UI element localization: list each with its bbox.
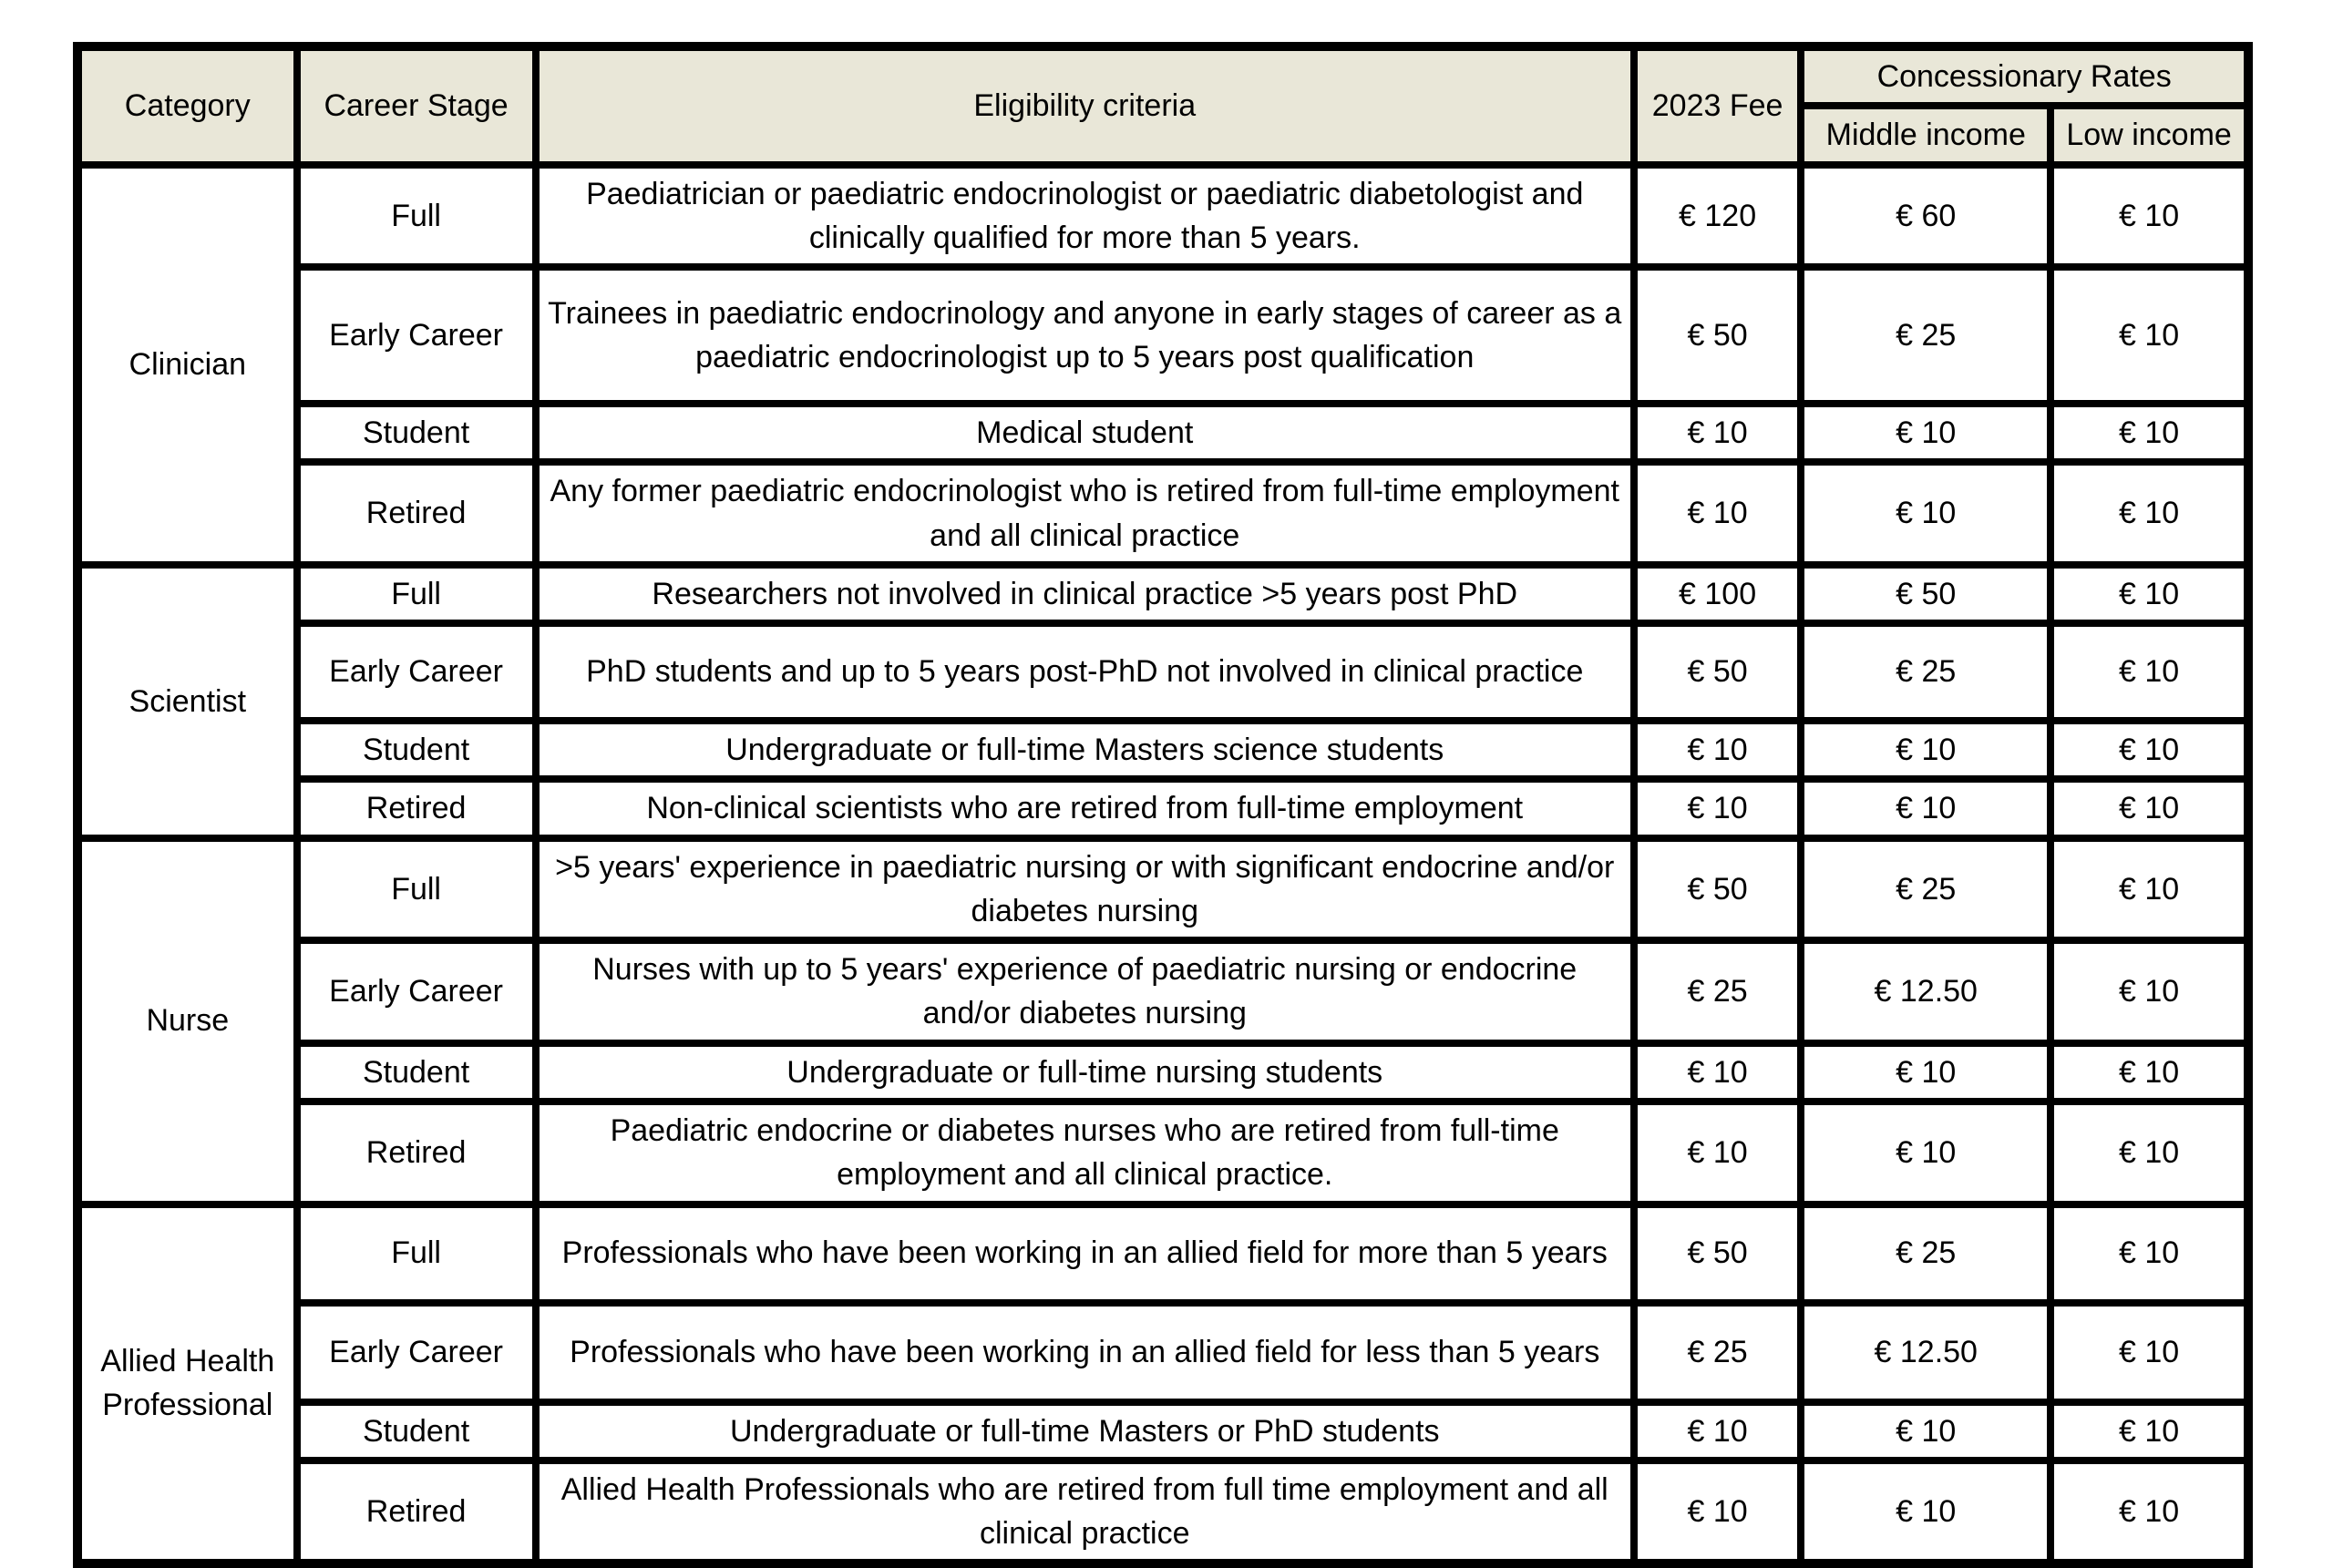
- cell-stage: Student: [297, 404, 536, 462]
- header-concessionary-rates: Concessionary Rates: [1801, 46, 2248, 106]
- cell-fee: € 10: [1634, 1402, 1801, 1460]
- cell-stage: Early Career: [297, 267, 536, 404]
- cell-stage: Full: [297, 838, 536, 941]
- table-row: [77, 565, 2248, 623]
- table-row: [77, 1303, 2248, 1402]
- cell-stage: Retired: [297, 1102, 536, 1204]
- cell-criteria: Trainees in paediatric endocrinology and anyone in early stages of career as a paediatric endocrinologist up to 5 years post qualification: [536, 267, 1634, 404]
- cell-criteria: Any former paediatric endocrinologist who is retired from full-time employment and all clinical practice: [536, 462, 1634, 565]
- table-row: [77, 1204, 2248, 1303]
- header-2023-fee: 2023 Fee: [1634, 46, 1801, 165]
- category-cell-scientist: Scientist: [77, 565, 297, 838]
- cell-middle-income: € 10: [1801, 1102, 2050, 1204]
- cell-middle-income: € 25: [1801, 623, 2050, 721]
- cell-low-income: € 10: [2050, 1303, 2248, 1402]
- table-row: [77, 267, 2248, 404]
- membership-fees-table-wrap: [73, 42, 2253, 1568]
- cell-stage: Student: [297, 721, 536, 779]
- cell-low-income: € 10: [2050, 1102, 2248, 1204]
- table-row: [77, 1402, 2248, 1460]
- cell-stage: Retired: [297, 779, 536, 837]
- cell-middle-income: € 25: [1801, 1204, 2050, 1303]
- table-row: [77, 721, 2248, 779]
- table-row: [77, 1460, 2248, 1564]
- cell-fee: € 100: [1634, 565, 1801, 623]
- cell-fee: € 120: [1634, 165, 1801, 268]
- cell-low-income: € 10: [2050, 267, 2248, 404]
- cell-fee: € 50: [1634, 623, 1801, 721]
- cell-criteria: Undergraduate or full-time Masters or PhD students: [536, 1402, 1634, 1460]
- cell-stage: Full: [297, 1204, 536, 1303]
- cell-stage: Full: [297, 565, 536, 623]
- header-eligibility: Eligibility criteria: [536, 46, 1634, 165]
- header-career-stage: Career Stage: [297, 46, 536, 165]
- table-row: [77, 838, 2248, 941]
- table-row: [77, 462, 2248, 565]
- cell-fee: € 10: [1634, 404, 1801, 462]
- cell-low-income: € 10: [2050, 1204, 2248, 1303]
- table-row: [77, 1102, 2248, 1204]
- cell-middle-income: € 10: [1801, 779, 2050, 837]
- cell-middle-income: € 10: [1801, 721, 2050, 779]
- cell-stage: Early Career: [297, 1303, 536, 1402]
- cell-criteria: Professionals who have been working in an allied field for less than 5 years: [536, 1303, 1634, 1402]
- cell-stage: Full: [297, 165, 536, 268]
- cell-stage: Student: [297, 1043, 536, 1102]
- cell-criteria: Professionals who have been working in an allied field for more than 5 years: [536, 1204, 1634, 1303]
- cell-fee: € 10: [1634, 721, 1801, 779]
- cell-fee: € 50: [1634, 838, 1801, 941]
- cell-criteria: Researchers not involved in clinical practice >5 years post PhD: [536, 565, 1634, 623]
- cell-stage: Early Career: [297, 623, 536, 721]
- cell-low-income: € 10: [2050, 623, 2248, 721]
- header-category: Category: [77, 46, 297, 165]
- table-row: [77, 940, 2248, 1043]
- header-middle-income: Middle income: [1801, 106, 2050, 164]
- cell-middle-income: € 10: [1801, 1043, 2050, 1102]
- cell-criteria: Undergraduate or full-time Masters science students: [536, 721, 1634, 779]
- cell-fee: € 10: [1634, 1102, 1801, 1204]
- cell-fee: € 50: [1634, 267, 1801, 404]
- cell-criteria: Paediatrician or paediatric endocrinologist or paediatric diabetologist and clinically qualified for more than 5 years.: [536, 165, 1634, 268]
- cell-low-income: € 10: [2050, 1402, 2248, 1460]
- cell-stage: Retired: [297, 462, 536, 565]
- cell-fee: € 50: [1634, 1204, 1801, 1303]
- cell-middle-income: € 60: [1801, 165, 2050, 268]
- table-row: [77, 623, 2248, 721]
- table-row: [77, 404, 2248, 462]
- cell-low-income: € 10: [2050, 565, 2248, 623]
- cell-middle-income: € 12.50: [1801, 1303, 2050, 1402]
- category-cell-allied-health-professional: Allied Health Professional: [77, 1204, 297, 1564]
- cell-middle-income: € 10: [1801, 462, 2050, 565]
- cell-fee: € 25: [1634, 940, 1801, 1043]
- cell-fee: € 10: [1634, 779, 1801, 837]
- cell-low-income: € 10: [2050, 779, 2248, 837]
- cell-criteria: Non-clinical scientists who are retired from full-time employment: [536, 779, 1634, 837]
- cell-stage: Student: [297, 1402, 536, 1460]
- category-cell-clinician: Clinician: [77, 165, 297, 565]
- cell-criteria: Nurses with up to 5 years' experience of paediatric nursing or endocrine and/or diabetes nursing: [536, 940, 1634, 1043]
- table-row: [77, 1043, 2248, 1102]
- cell-fee: € 10: [1634, 462, 1801, 565]
- cell-low-income: € 10: [2050, 940, 2248, 1043]
- cell-criteria: >5 years' experience in paediatric nursing or with significant endocrine and/or diabetes nursing: [536, 838, 1634, 941]
- cell-fee: € 10: [1634, 1460, 1801, 1564]
- cell-criteria: PhD students and up to 5 years post-PhD not involved in clinical practice: [536, 623, 1634, 721]
- cell-criteria: Undergraduate or full-time nursing students: [536, 1043, 1634, 1102]
- cell-criteria: Paediatric endocrine or diabetes nurses who are retired from full-time employment and all clinical practice.: [536, 1102, 1634, 1204]
- cell-middle-income: € 10: [1801, 404, 2050, 462]
- cell-low-income: € 10: [2050, 462, 2248, 565]
- cell-low-income: € 10: [2050, 721, 2248, 779]
- category-cell-nurse: Nurse: [77, 838, 297, 1204]
- cell-criteria: Allied Health Professionals who are retired from full time employment and all clinical practice: [536, 1460, 1634, 1564]
- cell-stage: Early Career: [297, 940, 536, 1043]
- table-row: [77, 165, 2248, 268]
- cell-stage: Retired: [297, 1460, 536, 1564]
- cell-middle-income: € 10: [1801, 1460, 2050, 1564]
- cell-low-income: € 10: [2050, 1460, 2248, 1564]
- cell-fee: € 25: [1634, 1303, 1801, 1402]
- cell-low-income: € 10: [2050, 1043, 2248, 1102]
- cell-middle-income: € 25: [1801, 267, 2050, 404]
- cell-low-income: € 10: [2050, 838, 2248, 941]
- cell-middle-income: € 50: [1801, 565, 2050, 623]
- cell-fee: € 10: [1634, 1043, 1801, 1102]
- cell-criteria: Medical student: [536, 404, 1634, 462]
- header-low-income: Low income: [2050, 106, 2248, 164]
- cell-low-income: € 10: [2050, 404, 2248, 462]
- cell-middle-income: € 10: [1801, 1402, 2050, 1460]
- header-row-1: [77, 46, 2248, 106]
- membership-fees-table: [73, 42, 2253, 1568]
- table-row: [77, 779, 2248, 837]
- cell-middle-income: € 12.50: [1801, 940, 2050, 1043]
- cell-low-income: € 10: [2050, 165, 2248, 268]
- cell-middle-income: € 25: [1801, 838, 2050, 941]
